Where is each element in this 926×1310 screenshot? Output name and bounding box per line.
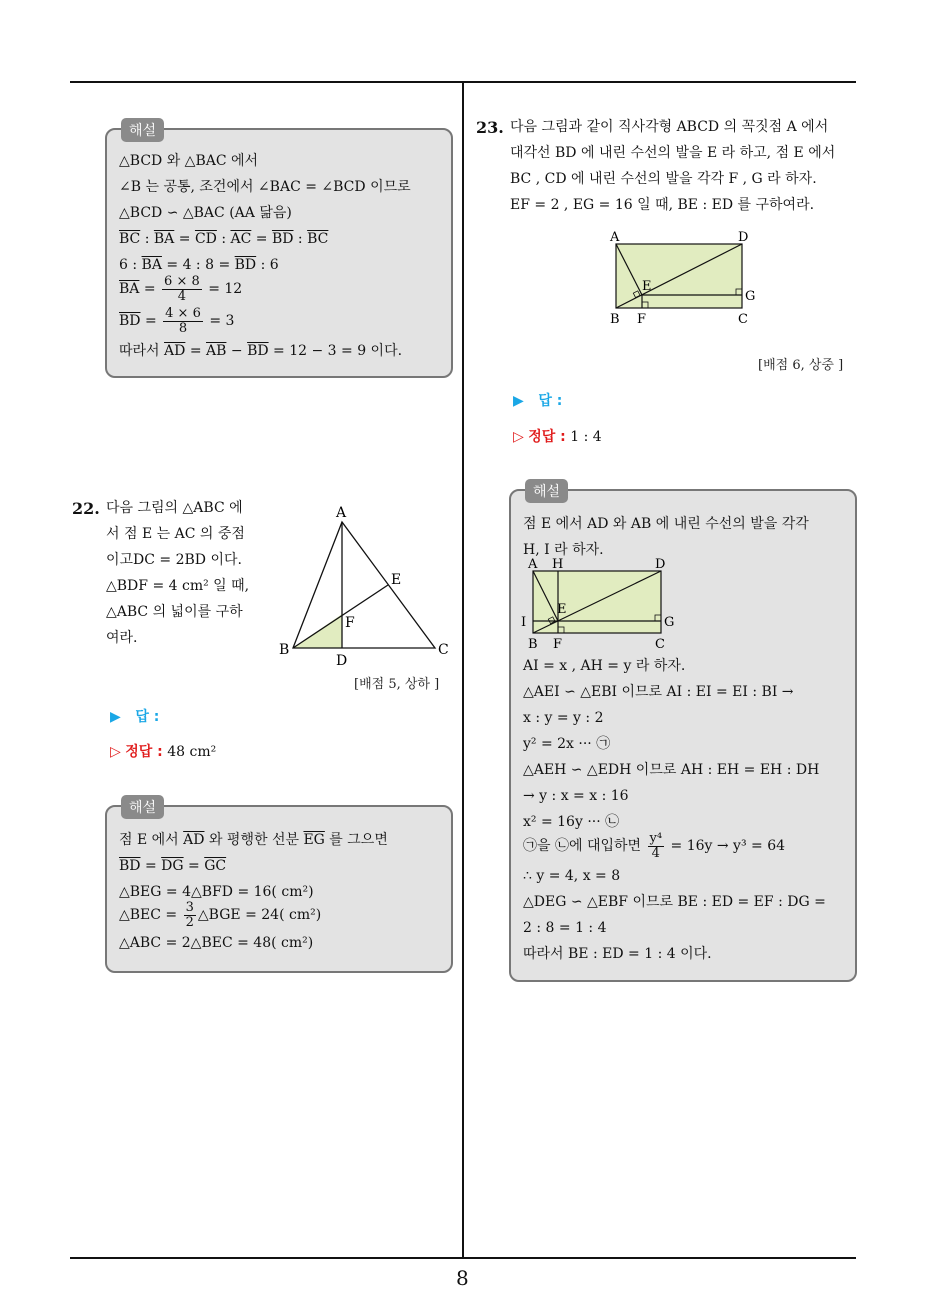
solution-line: AI = x , AH = y 라 하자.: [523, 658, 686, 674]
solution-line: H, I 라 하자.: [523, 542, 604, 558]
ba-equation: $\overline{BA}$ = $\frac{6 \times 8}{4}$ = 12: [119, 273, 243, 304]
triangle-figure: [275, 500, 460, 675]
solution-line: 따라서 BE : ED = 1 : 4 이다.: [523, 946, 712, 962]
svg-text:E: E: [557, 602, 567, 617]
solution-line: △DEG ∽ △EBF 이므로 BE : ED = EF : DG =: [523, 894, 826, 910]
solution-line: △BEC = $\frac{3}{2}$ △BGE = 24( cm²): [119, 899, 322, 930]
solution-tag: 해설: [121, 795, 164, 819]
label-b: B: [279, 642, 290, 658]
solution-line: △BCD 와 △BAC 에서: [119, 153, 259, 169]
solution-line: x : y = y : 2: [523, 710, 604, 726]
solution-line: ㉠을 ㉡에 대입하면 $\frac{\text{y⁴}}{4}$ = 16y → y³ = 64: [523, 830, 786, 861]
solution-line: ∠B 는 공통, 조건에서 ∠BAC = ∠BCD 이므로: [119, 179, 411, 195]
solution-line: → y : x = x : 16: [523, 788, 629, 804]
label-d: D: [336, 653, 348, 669]
solution-line: y² = 2x ··· ㉠: [523, 736, 611, 752]
answer-field[interactable]: ▶ 답 :: [110, 709, 160, 725]
svg-text:D: D: [655, 557, 666, 572]
solution-line: 2 : 8 = 1 : 4: [523, 920, 607, 936]
answer-field[interactable]: ▶ 답 :: [513, 393, 563, 409]
solution-box-23: [509, 484, 857, 982]
question-text: 다음 그림의 △ABC 에 서 점 E 는 AC 의 중점 이고DC = 2BD 이다. △BDF = 4 cm² 일 때, △ABC 의 넓이를 구하 여라.: [106, 500, 250, 646]
label-f: F: [345, 615, 355, 631]
page-number: 8: [456, 1266, 469, 1290]
solution-box-22: [105, 800, 453, 973]
label-c: C: [438, 642, 449, 658]
svg-text:F: F: [553, 637, 563, 652]
svg-text:G: G: [664, 615, 675, 630]
solution-line: 점 E 에서 AD 와 AB 에 내린 수선의 발을 각각: [523, 516, 809, 532]
label-e: E: [391, 572, 402, 588]
question-number: 22.: [72, 499, 100, 518]
ratio-line: $\overline{BC}$ : $\overline{BA} = \overline{CD}$ : $\overline{AC} = \overline{BD}$ : $\overline{BC}$: [119, 231, 329, 247]
outline-triangle-icon: ▷: [513, 429, 524, 445]
solution-line: x² = 16y ··· ㉡: [523, 814, 620, 830]
correct-answer: ▷ 정답 : 48 cm²: [110, 744, 217, 760]
solution-line: $\overline{BD} = \overline{DG} = \overline{GC}$: [119, 858, 227, 874]
correct-answer: ▷ 정답 : 1 : 4: [513, 429, 602, 445]
rectangle-figure: [600, 228, 770, 328]
label-g: G: [745, 289, 756, 304]
solution-line: △AEH ∽ △EDH 이므로 AH : EH = EH : DH: [523, 762, 820, 778]
svg-text:C: C: [655, 637, 665, 652]
score-meta: [배점 5, 상하 ]: [354, 677, 440, 692]
column-divider: [462, 81, 464, 1259]
label-f: F: [637, 312, 647, 327]
label-c: C: [738, 312, 748, 327]
label-e: E: [642, 279, 652, 294]
solution-line: △AEI ∽ △EBI 이므로 AI : EI = EI : BI →: [523, 684, 794, 700]
solution-line: △BEG = 4△BFD = 16( cm²): [119, 884, 314, 900]
solution-line: 점 E 에서 $\overline{AD}$ 와 평행한 선분 $\overline{EG}$ 를 그으면: [119, 832, 388, 848]
question-number: 23.: [476, 118, 504, 137]
triangle-abc: [293, 522, 435, 648]
ratio-line-2: 6 : $\overline{BA} = 4$ : $8 = \overline{BD}$ : 6: [119, 257, 279, 273]
play-icon: ▶: [110, 709, 121, 725]
label-a: A: [610, 230, 620, 245]
question-text: 다음 그림과 같이 직사각형 ABCD 의 꼭짓점 A 에서 대각선 BD 에 내린 수선의 발을 E 라 하고, 점 E 에서 BC , CD 에 내린 수선의 발을 각각 F , G 라 하자. EF = 2 , EG = 16 일 때, BE : ED 를 구하여라.: [510, 119, 836, 213]
bottom-rule: [70, 1257, 856, 1259]
solution-box-prev: [105, 123, 453, 378]
svg-text:H: H: [552, 557, 564, 572]
label-d: D: [738, 230, 749, 245]
label-a: A: [336, 505, 347, 521]
solution-tag: 해설: [525, 479, 568, 503]
solution-final: 따라서 $\overline{AD} = \overline{AB} - \overline{BD} = 12 - 3 = 9$ 이다.: [119, 343, 403, 359]
svg-text:B: B: [528, 637, 538, 652]
solution-tag: 해설: [121, 118, 164, 142]
outline-triangle-icon: ▷: [110, 744, 121, 760]
solution-line: △BCD ∽ △BAC (AA 닮음): [119, 205, 292, 221]
solution-line: △ABC = 2△BEC = 48( cm²): [119, 935, 314, 951]
score-meta: [배점 6, 상중 ]: [758, 358, 844, 373]
svg-text:I: I: [521, 615, 527, 630]
play-icon: ▶: [513, 393, 524, 409]
label-b: B: [610, 312, 620, 327]
solution-line: ∴ y = 4, x = 8: [523, 868, 621, 884]
bd-equation: $\overline{BD}$ = $\frac{4 \times 6}{8}$ = 3: [119, 305, 235, 336]
svg-text:A: A: [528, 557, 538, 572]
solution-rectangle-figure: [519, 557, 684, 653]
